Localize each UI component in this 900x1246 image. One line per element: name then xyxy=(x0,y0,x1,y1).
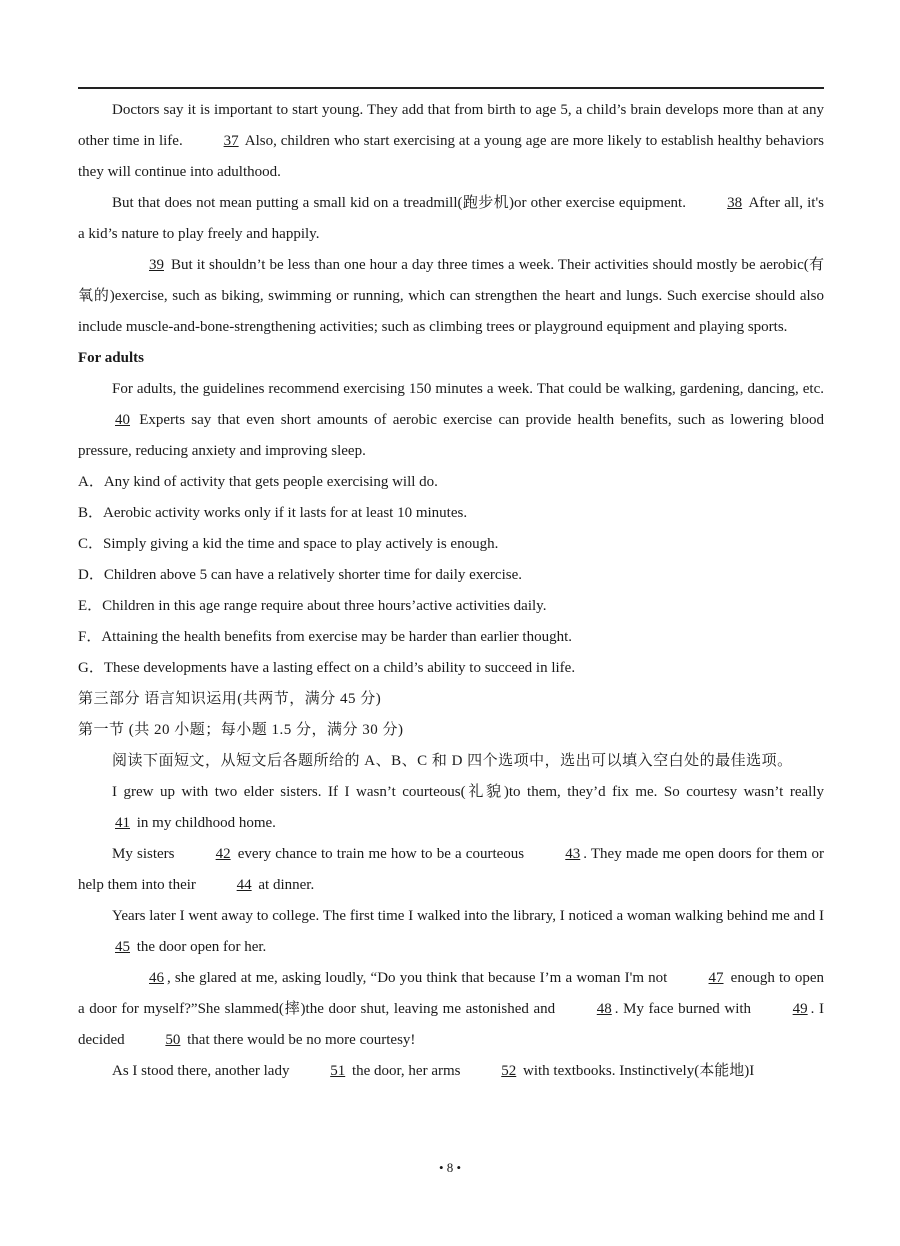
option-d: D．Children above 5 can have a relatively shorter time for daily exercise. xyxy=(78,567,522,583)
blank-42: 42 xyxy=(215,846,231,862)
option-f: F．Attaining the health benefits from exercise may be harder than earlier thought. xyxy=(78,629,572,645)
blank-37: 37 xyxy=(223,133,239,149)
paragraph-glared: 46 , she glared at me, asking loudly, “Do you think that because I’m a woman I'm not 47 enough to open a door for myself?”She slammed(摔)the door shut, leaving me astonished and 48 . My face burned with 49 . I decided 50 that there would be no more courtesy! xyxy=(78,963,824,1056)
option-c: C．Simply giving a kid the time and space to play actively is enough. xyxy=(78,536,499,552)
blank-48: 48 xyxy=(596,1001,612,1017)
passage-content xyxy=(78,95,824,1087)
blank-51: 51 xyxy=(330,1063,346,1079)
blank-49: 49 xyxy=(792,1001,808,1017)
paragraph-adults: For adults, the guidelines recommend exercising 150 minutes a week. That could be walking, gardening, dancing, etc. 40 Experts say that even short amounts of aerobic exercise can provide health benefits, such as lowering blood pressure, reducing anxiety and improving sleep. xyxy=(78,381,824,459)
paragraph-treadmill: But that does not mean putting a small kid on a treadmill(跑步机)or other exercise equipment. 38 After all, it's a kid’s nature to play freely and happily. xyxy=(78,188,824,250)
section-one-heading: 第一节 (共 20 小题；每小题 1.5 分，满分 30 分) xyxy=(78,722,404,738)
blank-44: 44 xyxy=(236,877,252,893)
option-a: A．Any kind of activity that gets people exercising will do. xyxy=(78,474,438,490)
blank-38: 38 xyxy=(727,195,743,211)
header-rule xyxy=(78,87,824,89)
blank-47: 47 xyxy=(708,970,724,986)
option-b: B．Aerobic activity works only if it lasts for at least 10 minutes. xyxy=(78,505,468,521)
page-number: • 8 • xyxy=(438,1160,462,1175)
section-heading-adults: For adults xyxy=(78,350,144,366)
blank-39: 39 xyxy=(149,257,164,273)
paragraph-aerobic: 39 But it shouldn’t be less than one hour a day three times a week. Their activities should mostly be aerobic(有氧的)exercise, such as biking, swimming or running, which can strengthen the heart and lungs. Such exercise should also include muscle-and-bone-strengthening activities; such as climbing trees or playground equipment and playing sports. xyxy=(78,250,824,343)
paragraph-sisters: I grew up with two elder sisters. If I wasn’t courteous(礼貌)to them, they’d fix me. So courtesy wasn’t really 41 in my childhood home. xyxy=(78,777,824,839)
blank-52: 52 xyxy=(501,1063,517,1079)
paragraph-start-young: Doctors say it is important to start young. They add that from birth to age 5, a child’s brain develops more than at any other time in life. 37 Also, children who start exercising at a young age are more likely to establish healthy behaviors they will continue into adulthood. xyxy=(78,102,824,180)
blank-43: 43 xyxy=(565,846,581,862)
blank-40: 40 xyxy=(115,412,130,428)
blank-50: 50 xyxy=(165,1032,181,1048)
option-g: G．These developments have a lasting effect on a child’s ability to succeed in life. xyxy=(78,660,576,676)
blank-46: 46 xyxy=(149,970,164,986)
paragraph-another-lady: As I stood there, another lady 51 the door, her arms 52 with textbooks. Instinctively(本能地)I xyxy=(78,1056,824,1087)
option-e: E．Children in this age range require about three hours’active activities daily. xyxy=(78,598,547,614)
blank-41: 41 xyxy=(115,815,130,831)
instructions: 阅读下面短文，从短文后各题所给的 A、B、C 和 D 四个选项中，选出可以填入空白处的最佳选项。 xyxy=(112,753,793,769)
part-three-heading: 第三部分 语言知识运用(共两节，满分 45 分) xyxy=(78,691,382,707)
paragraph-train: My sisters 42 every chance to train me how to be a courteous 43 . They made me open doors for them or help them into their 44 at dinner. xyxy=(78,839,824,901)
paragraph-library: Years later I went away to college. The first time I walked into the library, I noticed a woman walking behind me and I 45 the door open for her. xyxy=(78,901,824,963)
blank-45: 45 xyxy=(115,939,130,955)
